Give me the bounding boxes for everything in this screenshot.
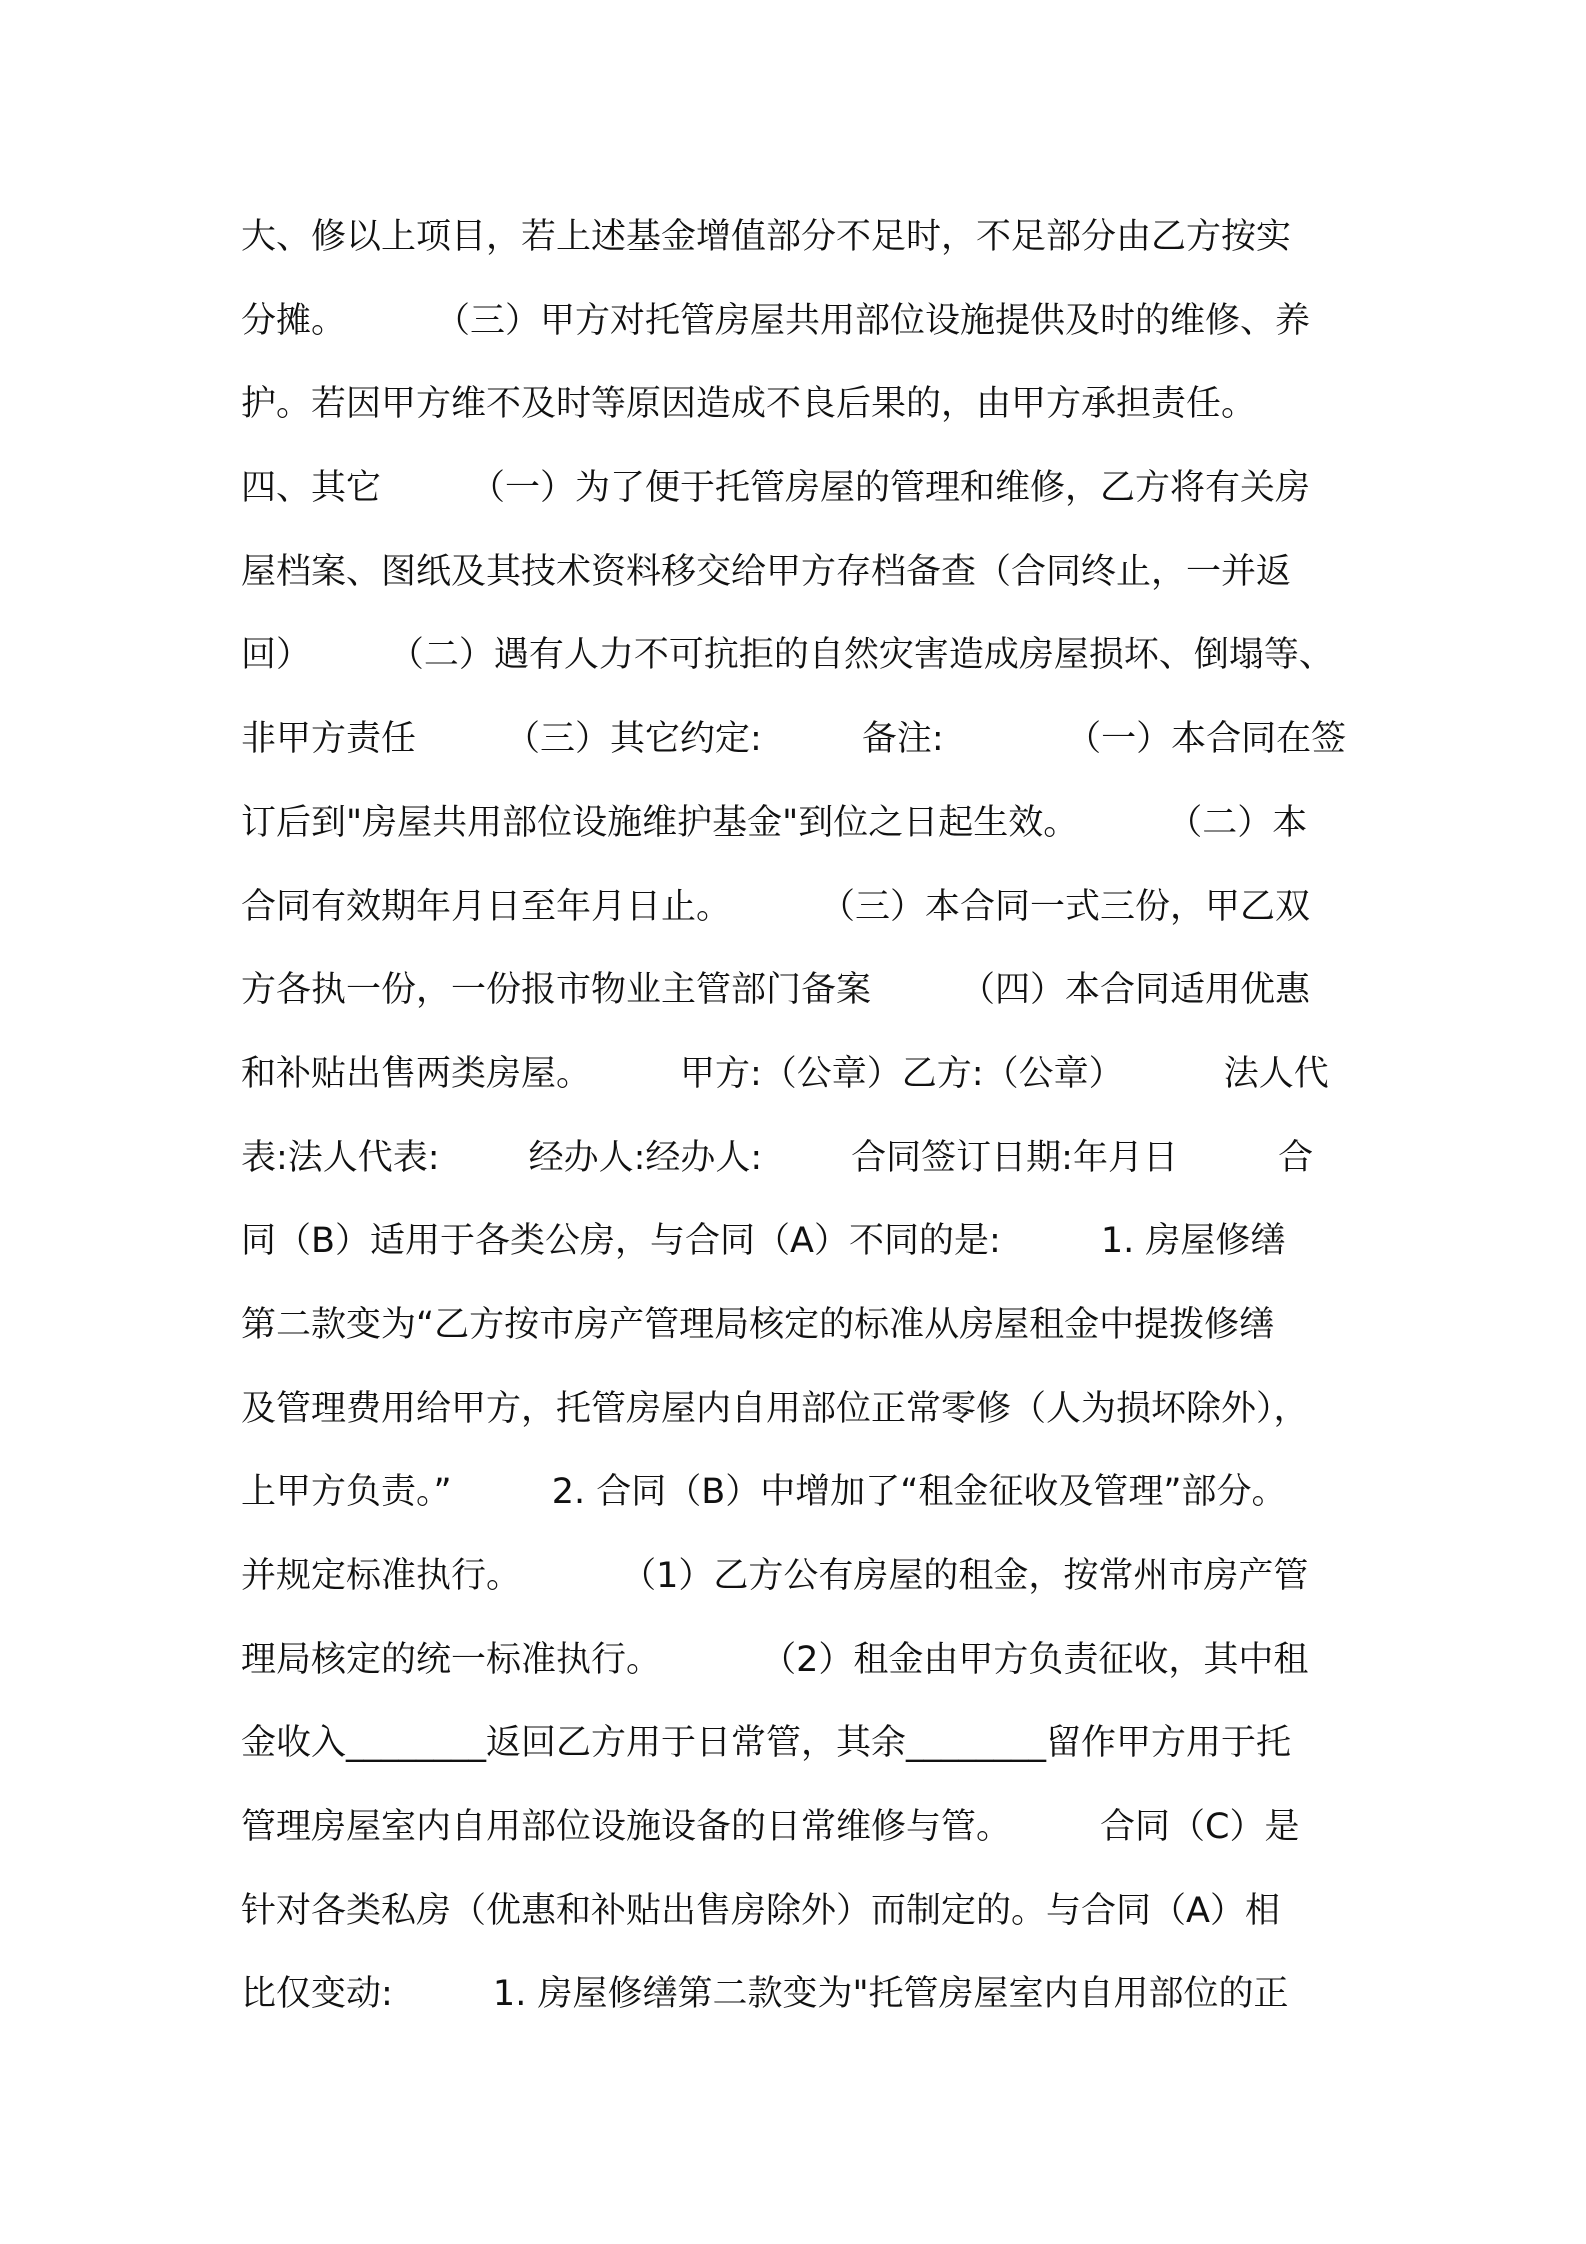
text-line-10: 方各执一份，一份报市物业主管部门备案 （四）本合同适用优惠	[241, 970, 1311, 1011]
text-line-7: 非甲方责任 （三）其它约定: 备注: （一）本合同在签	[241, 719, 1347, 760]
text-line-18: 理局核定的统一标准执行。 （2）租金由甲方负责征收，其中租	[241, 1639, 1309, 1680]
text-line-14: 第二款变为“乙方按市房产管理局核定的标准从房屋租金中提拨修缮	[241, 1304, 1275, 1345]
text-line-4: 四、其它 （一）为了便于托管房屋的管理和维修，乙方将有关房	[241, 468, 1311, 509]
text-line-15: 及管理费用给甲方，托管房屋内自用部位正常零修（人为损坏除外），	[241, 1388, 1309, 1429]
text-line-22: 比仅变动: 1. 房屋修缮第二款变为"托管房屋室内自用部位的正	[241, 1974, 1289, 2015]
text-line-19: 金收入________返回乙方用于日常管，其余________留作甲方用于托	[241, 1723, 1292, 1764]
text-line-1: 大、修以上项目，若上述基金增值部分不足时，不足部分由乙方按实	[241, 217, 1292, 257]
contract-body-text	[241, 196, 1355, 2037]
text-line-17: 并规定标准执行。 （1）乙方公有房屋的租金，按常州市房产管	[241, 1556, 1309, 1596]
text-line-3: 护。若因甲方维不及时等原因造成不良后果的，由甲方承担责任。	[241, 384, 1257, 425]
text-line-8: 订后到"房屋共用部位设施维护基金"到位之日起生效。 （二）本	[241, 802, 1308, 843]
text-line-12: 表:法人代表: 经办人:经办人: 合同签订日期:年月日 合	[241, 1137, 1314, 1178]
text-line-21: 针对各类私房（优惠和补贴出售房除外）而制定的。与合同（A）相	[241, 1890, 1280, 1931]
text-line-6: 回） （二）遇有人力不可抗拒的自然灾害造成房屋损坏、倒塌等、	[241, 635, 1334, 676]
text-line-13: 同（B）适用于各类公房，与合同（A）不同的是: 1. 房屋修缮	[241, 1221, 1286, 1262]
text-line-20: 管理房屋室内自用部位设施设备的日常维修与管。 合同（C）是	[241, 1807, 1300, 1848]
text-line-2: 分摊。 （三）甲方对托管房屋共用部位设施提供及时的维修、养	[241, 300, 1311, 341]
text-line-9: 合同有效期年月日至年月日止。 （三）本合同一式三份，甲乙双	[241, 886, 1311, 927]
text-line-11: 和补贴出售两类房屋。 甲方:（公章）乙方:（公章） 法人代	[241, 1053, 1329, 1094]
text-line-16: 上甲方负责。” 2. 合同（B）中增加了“租金征收及管理”部分。	[241, 1472, 1287, 1513]
text-line-5: 屋档案、图纸及其技术资料移交给甲方存档备查（合同终止，一并返	[241, 551, 1292, 592]
